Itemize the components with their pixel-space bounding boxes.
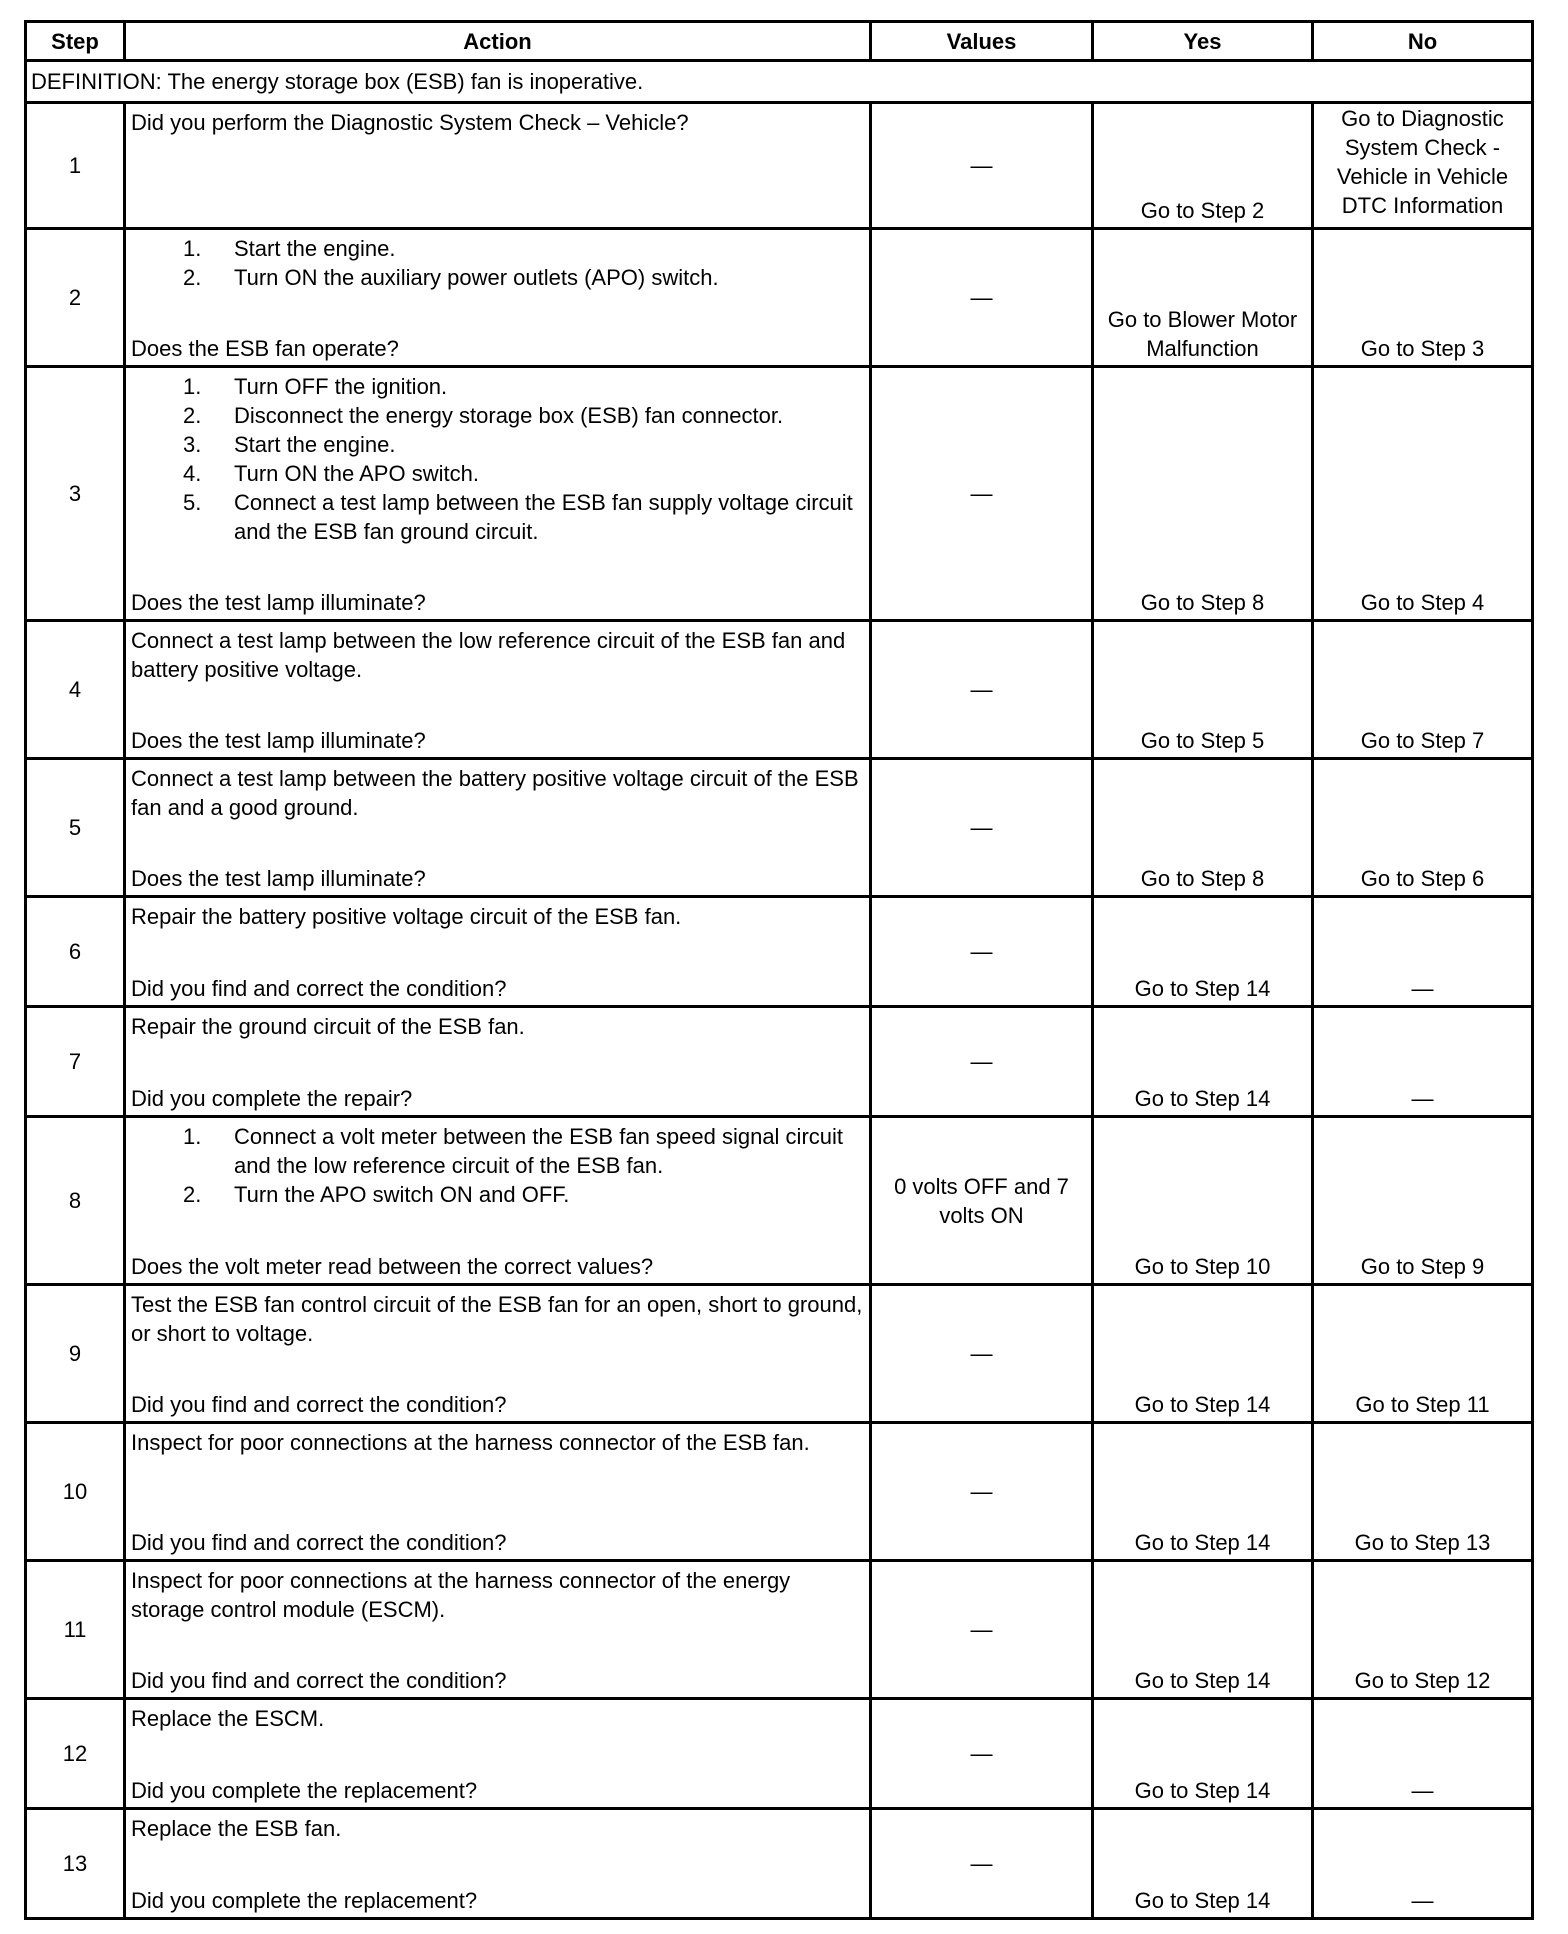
step-number: 3 — [26, 367, 125, 621]
table-row — [26, 1423, 1533, 1561]
action-step-text: Turn ON the APO switch. — [234, 461, 479, 486]
step-number: 5 — [26, 759, 125, 897]
action-step-text: Connect a volt meter between the ESB fan speed signal circuit and the low reference circuit of the ESB fan. — [234, 1124, 844, 1178]
values-cell: — — [871, 1423, 1093, 1561]
action-content — [131, 1012, 864, 1113]
table-row — [26, 1117, 1533, 1285]
action-step-item — [131, 1180, 864, 1209]
action-question: Did you complete the replacement? — [131, 1888, 478, 1913]
table-row — [26, 759, 1533, 897]
step-number: 1 — [26, 103, 125, 229]
step-number: 7 — [26, 1007, 125, 1117]
action-cell — [125, 1117, 871, 1285]
values-cell: — — [871, 897, 1093, 1007]
action-step-item — [131, 263, 864, 292]
action-question: Does the test lamp illuminate? — [131, 590, 426, 615]
table-row — [26, 367, 1533, 621]
no-cell: Go to Step 13 — [1313, 1423, 1533, 1561]
step-number: 9 — [26, 1285, 125, 1423]
no-cell: Go to Step 4 — [1313, 367, 1533, 621]
action-cell — [125, 1809, 871, 1919]
yes-cell: Go to Step 14 — [1093, 1007, 1313, 1117]
action-content — [131, 234, 864, 363]
values-cell: 0 volts OFF and 7 volts ON — [871, 1117, 1093, 1285]
action-cell — [125, 1561, 871, 1699]
values-cell: — — [871, 229, 1093, 367]
table-row — [26, 103, 1533, 229]
header-row — [26, 22, 1533, 61]
no-cell: — — [1313, 1809, 1533, 1919]
action-step-text: Turn OFF the ignition. — [234, 374, 448, 399]
action-content — [131, 108, 864, 225]
no-cell: Go to Step 12 — [1313, 1561, 1533, 1699]
action-question: Does the test lamp illuminate? — [131, 866, 426, 891]
no-cell: Go to Step 7 — [1313, 621, 1533, 759]
action-content — [131, 1566, 864, 1695]
action-step-number: 1. — [183, 1124, 202, 1149]
action-step-number: 5. — [183, 490, 202, 515]
action-step-item — [131, 372, 864, 401]
step-number: 13 — [26, 1809, 125, 1919]
action-cell — [125, 1285, 871, 1423]
yes-cell: Go to Step 5 — [1093, 621, 1313, 759]
action-text: Inspect for poor connections at the harness connector of the ESB fan. — [131, 1430, 810, 1455]
no-cell: Go to Step 6 — [1313, 759, 1533, 897]
action-question: Did you find and correct the condition? — [131, 1392, 507, 1417]
action-step-text: Disconnect the energy storage box (ESB) fan connector. — [234, 403, 784, 428]
no-cell: — — [1313, 1699, 1533, 1809]
action-text: Test the ESB fan control circuit of the ESB fan for an open, short to ground, or short to voltage. — [131, 1292, 863, 1346]
values-cell: — — [871, 1285, 1093, 1423]
yes-cell: Go to Step 14 — [1093, 1561, 1313, 1699]
values-cell: — — [871, 1699, 1093, 1809]
action-step-number: 3. — [183, 432, 202, 457]
step-number: 10 — [26, 1423, 125, 1561]
action-question: Did you find and correct the condition? — [131, 1668, 507, 1693]
no-cell: Go to Step 3 — [1313, 229, 1533, 367]
values-cell: — — [871, 621, 1093, 759]
action-question: Did you complete the replacement? — [131, 1778, 478, 1803]
step-number: 8 — [26, 1117, 125, 1285]
yes-cell: Go to Step 8 — [1093, 759, 1313, 897]
action-step-text: Start the engine. — [234, 432, 396, 457]
action-step-text: Turn ON the auxiliary power outlets (APO) switch. — [234, 265, 719, 290]
action-content — [131, 1814, 864, 1915]
action-content — [131, 1704, 864, 1805]
action-cell — [125, 1423, 871, 1561]
values-cell: — — [871, 1809, 1093, 1919]
action-content — [131, 626, 864, 755]
yes-cell: Go to Step 2 — [1093, 103, 1313, 229]
action-step-number: 2. — [183, 1182, 202, 1207]
table-row — [26, 1561, 1533, 1699]
action-cell — [125, 367, 871, 621]
values-cell: — — [871, 103, 1093, 229]
no-cell: Go to Step 9 — [1313, 1117, 1533, 1285]
action-cell — [125, 897, 871, 1007]
action-step-number: 1. — [183, 374, 202, 399]
step-number: 6 — [26, 897, 125, 1007]
action-steps-list — [131, 372, 864, 546]
action-cell — [125, 621, 871, 759]
values-cell: — — [871, 1007, 1093, 1117]
action-question: Did you find and correct the condition? — [131, 976, 507, 1001]
table-row — [26, 621, 1533, 759]
action-text: Connect a test lamp between the battery positive voltage circuit of the ESB fan and a good ground. — [131, 766, 859, 820]
yes-cell: Go to Step 8 — [1093, 367, 1313, 621]
step-number: 12 — [26, 1699, 125, 1809]
header-values: Values — [871, 22, 1093, 61]
action-step-number: 1. — [183, 236, 202, 261]
table-row — [26, 1007, 1533, 1117]
action-question: Did you find and correct the condition? — [131, 1530, 507, 1555]
action-step-item — [131, 430, 864, 459]
action-content — [131, 1290, 864, 1419]
no-cell: Go to Diagnostic System Check - Vehicle in Vehicle DTC Information — [1313, 103, 1533, 229]
table-row — [26, 1285, 1533, 1423]
definition-text: DEFINITION: The energy storage box (ESB) fan is inoperative. — [26, 61, 1533, 103]
action-content — [131, 1122, 864, 1281]
header-no: No — [1313, 22, 1533, 61]
action-step-number: 4. — [183, 461, 202, 486]
table-row — [26, 229, 1533, 367]
yes-cell: Go to Step 14 — [1093, 1809, 1313, 1919]
action-content — [131, 1428, 864, 1557]
yes-cell: Go to Step 14 — [1093, 1699, 1313, 1809]
action-step-text: Connect a test lamp between the ESB fan supply voltage circuit and the ESB fan ground circuit. — [234, 490, 853, 544]
action-content — [131, 372, 864, 617]
step-number: 11 — [26, 1561, 125, 1699]
action-text: Repair the battery positive voltage circuit of the ESB fan. — [131, 904, 682, 929]
no-cell: — — [1313, 1007, 1533, 1117]
action-text: Replace the ESCM. — [131, 1706, 325, 1731]
action-question: Did you complete the repair? — [131, 1086, 413, 1111]
action-cell — [125, 1699, 871, 1809]
yes-cell: Go to Step 10 — [1093, 1117, 1313, 1285]
action-steps-list — [131, 1122, 864, 1209]
action-text: Connect a test lamp between the low reference circuit of the ESB fan and battery positive voltage. — [131, 628, 846, 682]
yes-cell: Go to Step 14 — [1093, 897, 1313, 1007]
yes-cell: Go to Step 14 — [1093, 1285, 1313, 1423]
action-text: Did you perform the Diagnostic System Check – Vehicle? — [131, 110, 689, 135]
table-row — [26, 897, 1533, 1007]
step-number: 2 — [26, 229, 125, 367]
action-step-item — [131, 234, 864, 263]
action-step-item — [131, 401, 864, 430]
diagnostic-table — [24, 20, 1534, 1920]
action-steps-list — [131, 234, 864, 292]
header-step: Step — [26, 22, 125, 61]
yes-cell: Go to Blower Motor Malfunction — [1093, 229, 1313, 367]
action-cell — [125, 103, 871, 229]
values-cell: — — [871, 367, 1093, 621]
no-cell: — — [1313, 897, 1533, 1007]
action-text: Repair the ground circuit of the ESB fan. — [131, 1014, 525, 1039]
step-number: 4 — [26, 621, 125, 759]
action-step-text: Start the engine. — [234, 236, 396, 261]
diagnostic-table-container — [24, 20, 1534, 1920]
action-step-item — [131, 488, 864, 546]
action-step-item — [131, 1122, 864, 1180]
header-action: Action — [125, 22, 871, 61]
action-step-text: Turn the APO switch ON and OFF. — [234, 1182, 570, 1207]
definition-row — [26, 61, 1533, 103]
action-step-number: 2. — [183, 403, 202, 428]
action-cell — [125, 1007, 871, 1117]
action-content — [131, 764, 864, 893]
header-yes: Yes — [1093, 22, 1313, 61]
yes-cell: Go to Step 14 — [1093, 1423, 1313, 1561]
action-question: Does the test lamp illuminate? — [131, 728, 426, 753]
table-row — [26, 1699, 1533, 1809]
no-cell: Go to Step 11 — [1313, 1285, 1533, 1423]
values-cell: — — [871, 1561, 1093, 1699]
action-step-number: 2. — [183, 265, 202, 290]
action-question: Does the ESB fan operate? — [131, 336, 399, 361]
action-content — [131, 902, 864, 1003]
table-row — [26, 1809, 1533, 1919]
action-text: Inspect for poor connections at the harness connector of the energy storage control module (ESCM). — [131, 1568, 791, 1622]
action-cell — [125, 229, 871, 367]
action-question: Does the volt meter read between the correct values? — [131, 1254, 654, 1279]
action-text: Replace the ESB fan. — [131, 1816, 342, 1841]
values-cell: — — [871, 759, 1093, 897]
action-cell — [125, 759, 871, 897]
action-step-item — [131, 459, 864, 488]
